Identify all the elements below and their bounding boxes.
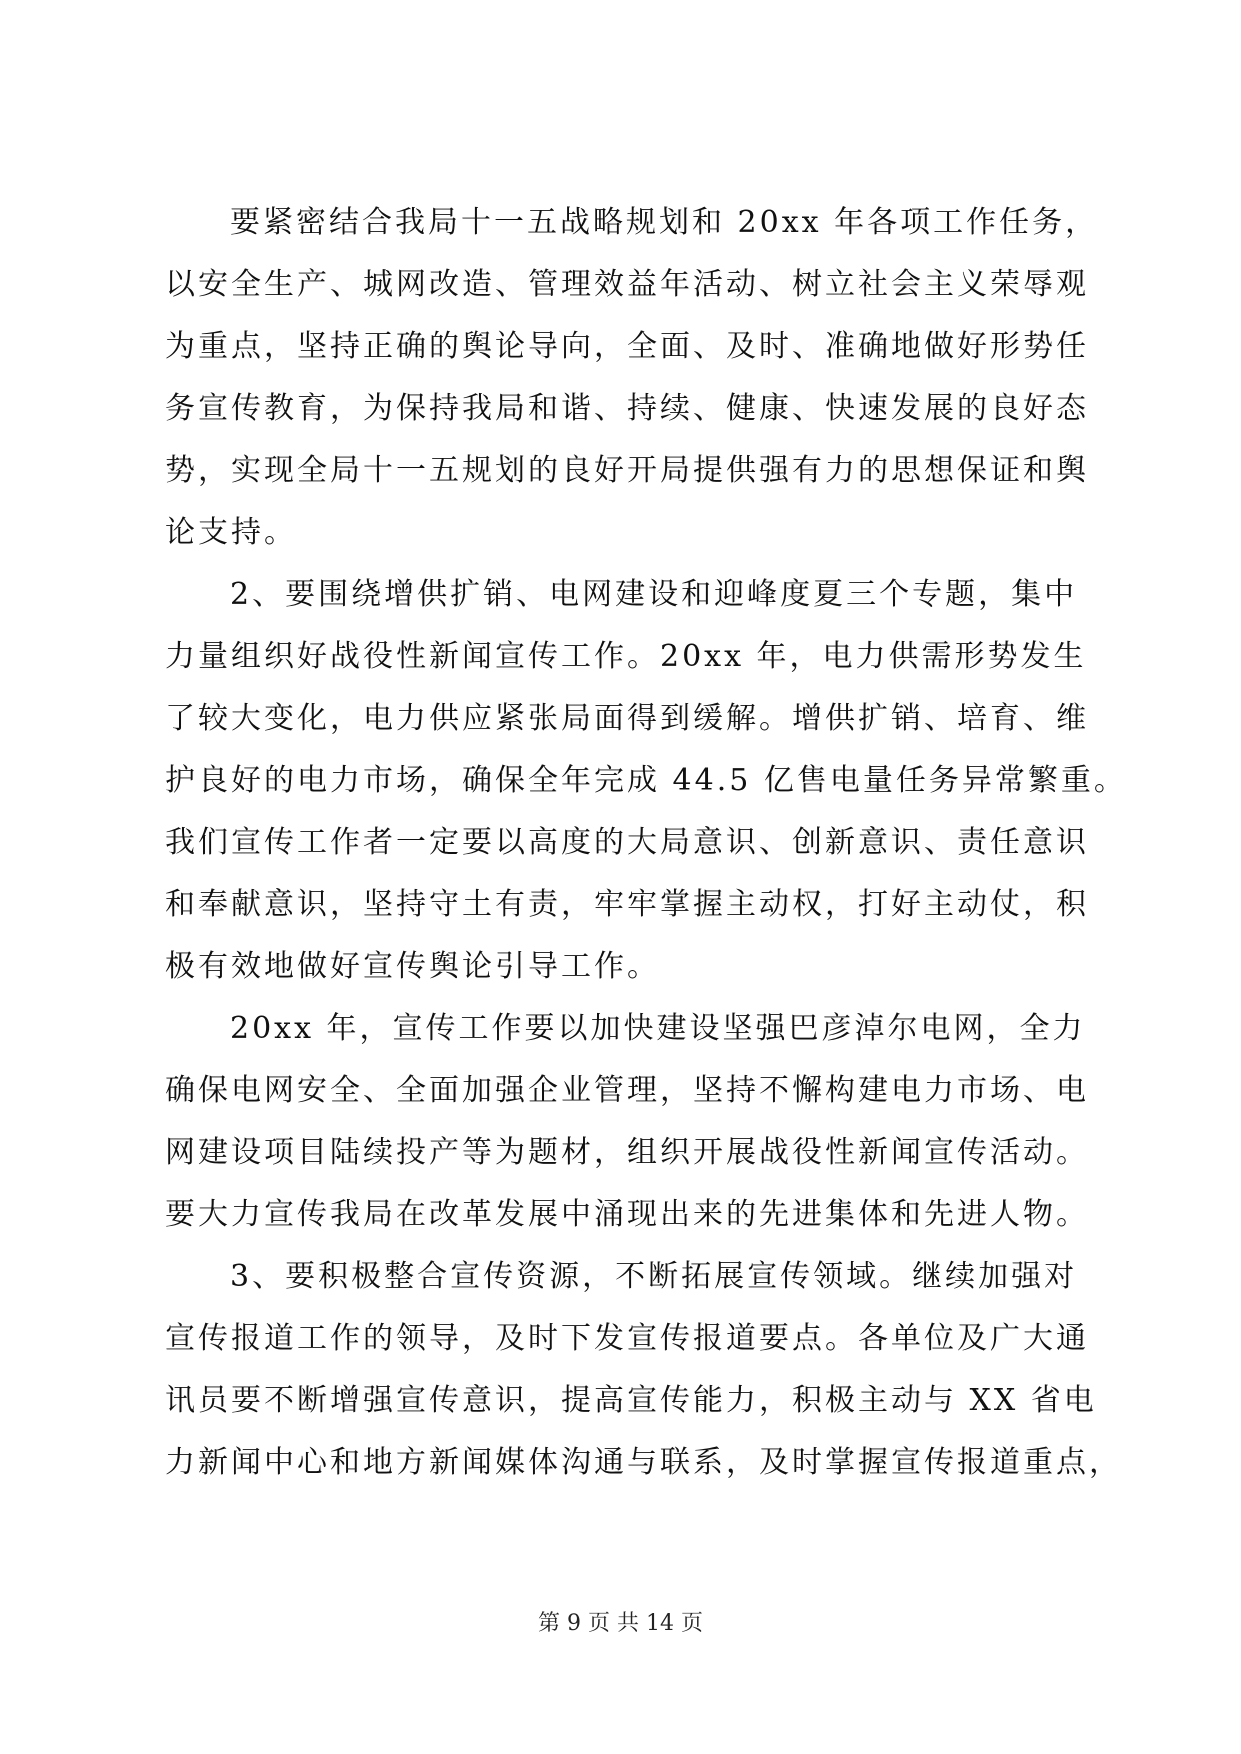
paragraph-line: 了较大变化，电力供应紧张局面得到缓解。增供扩销、培育、维 [165, 701, 1089, 736]
paragraph-line: 要大力宣传我局在改革发展中涌现出来的先进集体和先进人物。 [165, 1197, 1089, 1232]
paragraph-line: 势，实现全局十一五规划的良好开局提供强有力的思想保证和舆 [165, 453, 1089, 488]
paragraph-line: 护良好的电力市场，确保全年完成 44.5 亿售电量任务异常繁重。 [165, 763, 1127, 798]
paragraph-line: 务宣传教育，为保持我局和谐、持续、健康、快速发展的良好态 [165, 391, 1089, 426]
paragraph-line: 3、要积极整合宣传资源，不断拓展宣传领域。继续加强对 [230, 1259, 1078, 1294]
paragraph-line: 力量组织好战役性新闻宣传工作。20xx 年，电力供需形势发生 [165, 639, 1087, 674]
paragraph-line: 为重点，坚持正确的舆论导向，全面、及时、准确地做好形势任 [165, 329, 1089, 364]
paragraph-line: 力新闻中心和地方新闻媒体沟通与联系，及时掌握宣传报道重点， [165, 1445, 1122, 1480]
paragraph-line: 确保电网安全、全面加强企业管理，坚持不懈构建电力市场、电 [165, 1073, 1089, 1108]
page-number-footer: 第 9 页 共 14 页 [538, 1611, 703, 1636]
paragraph-line: 我们宣传工作者一定要以高度的大局意识、创新意识、责任意识 [165, 825, 1089, 860]
paragraph-line: 20xx 年，宣传工作要以加快建设坚强巴彦淖尔电网，全力 [230, 1011, 1086, 1046]
paragraph-line: 和奉献意识，坚持守土有责，牢牢掌握主动权，打好主动仗，积 [165, 887, 1089, 922]
paragraph-line: 2、要围绕增供扩销、电网建设和迎峰度夏三个专题，集中 [230, 577, 1078, 612]
paragraph-line: 极有效地做好宣传舆论引导工作。 [165, 949, 660, 984]
paragraph-line: 以安全生产、城网改造、管理效益年活动、树立社会主义荣辱观 [165, 267, 1089, 302]
paragraph-line: 要紧密结合我局十一五战略规划和 20xx 年各项工作任务， [230, 205, 1099, 240]
paragraph-line: 宣传报道工作的领导，及时下发宣传报道要点。各单位及广大通 [165, 1321, 1089, 1356]
paragraph-line: 讯员要不断增强宣传意识，提高宣传能力，积极主动与 XX 省电 [165, 1383, 1097, 1418]
paragraph-line: 网建设项目陆续投产等为题材，组织开展战役性新闻宣传活动。 [165, 1135, 1089, 1170]
paragraph-line: 论支持。 [165, 515, 297, 550]
